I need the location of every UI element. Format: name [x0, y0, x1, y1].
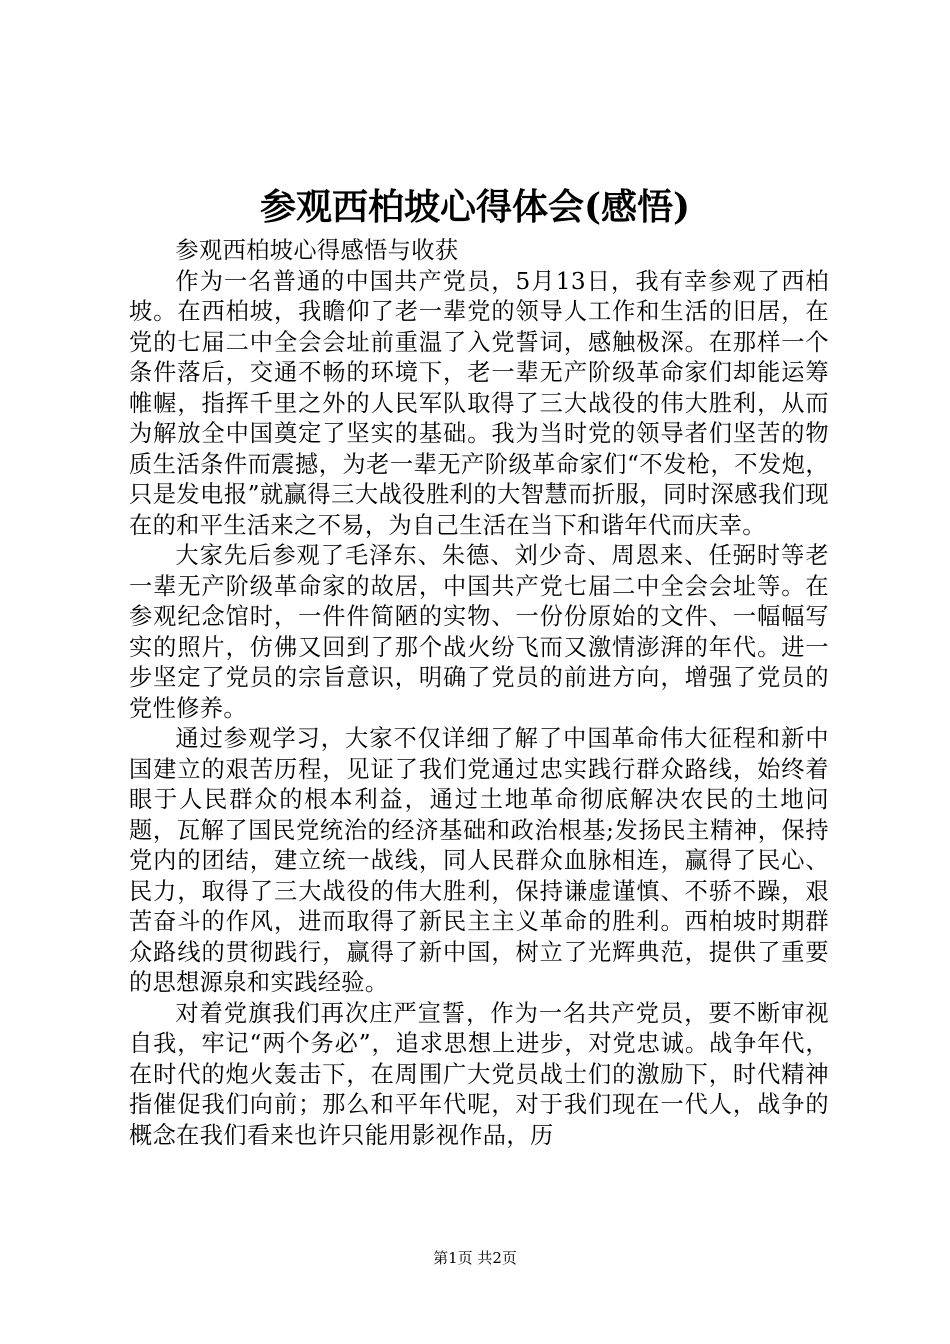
page-number-footer: 第1页 共2页: [433, 1249, 517, 1267]
body-paragraph-1: 作为一名普通的中国共产党员，5月13日，我有幸参观了西柏坡。在西柏坡，我瞻仰了老一辈党的领导人工作和生活的旧居，在党的七届二中全会会址前重温了入党誓词，感触极深。在那样一个条件落后，交通不畅的环境下，老一辈无产阶级革命家们却能运筹帷幄，指挥千里之外的人民军队取得了三大战役的伟大胜利，从而为解放全中国奠定了坚实的基础。我为当时党的领导者们坚苦的物质生活条件而震撼，为老一辈无产阶级革命家们“不发枪，不发炮，只是发电报”就赢得三大战役胜利的大智慧而折服，同时深感我们现在的和平生活来之不易，为自己生活在当下和谐年代而庆幸。: [129, 267, 829, 539]
body-paragraph-3: 通过参观学习，大家不仅详细了解了中国革命伟大征程和新中国建立的艰苦历程，见证了我们党通过忠实践行群众路线，始终着眼于人民群众的根本利益，通过土地革命彻底解决农民的土地问题，瓦解了国民党统治的经济基础和政治根基;发扬民主精神，保持党内的团结，建立统一战线，同人民群众血脉相连，赢得了民心、民力，取得了三大战役的伟大胜利，保持谦虚谨慎、不骄不躁，艰苦奋斗的作风，进而取得了新民主主义革命的胜利。西柏坡时期群众路线的贯彻践行，赢得了新中国，树立了光辉典范，提供了重要的思想源泉和实践经验。: [129, 725, 829, 996]
document-title: 参观西柏坡心得体会(感悟): [259, 186, 691, 228]
body-paragraph-2: 大家先后参观了毛泽东、朱德、刘少奇、周恩来、任弼时等老一辈无产阶级革命家的故居，中国共产党七届二中全会会址等。在参观纪念馆时，一件件简陋的实物、一份份原始的文件、一幅幅写实的照片，仿佛又回到了那个战火纷飞而又激情澎湃的年代。进一步坚定了党员的宗旨意识，明确了党员的前进方向，增强了党员的党性修养。: [129, 542, 829, 722]
body-paragraph-4: 对着党旗我们再次庄严宣誓，作为一名共产党员，要不断审视自我，牢记“两个务必”，追求思想上进步，对党忠诚。战争年代，在时代的炮火轰击下，在周围广大党员战士们的激励下，时代精神指催促我们向前；那么和平年代呢，对于我们现在一代人，战争的概念在我们看来也许只能用影视作品，历: [129, 999, 829, 1149]
subtitle-paragraph: 参观西柏坡心得感悟与收获: [175, 237, 459, 264]
document-body: [129, 236, 829, 1151]
